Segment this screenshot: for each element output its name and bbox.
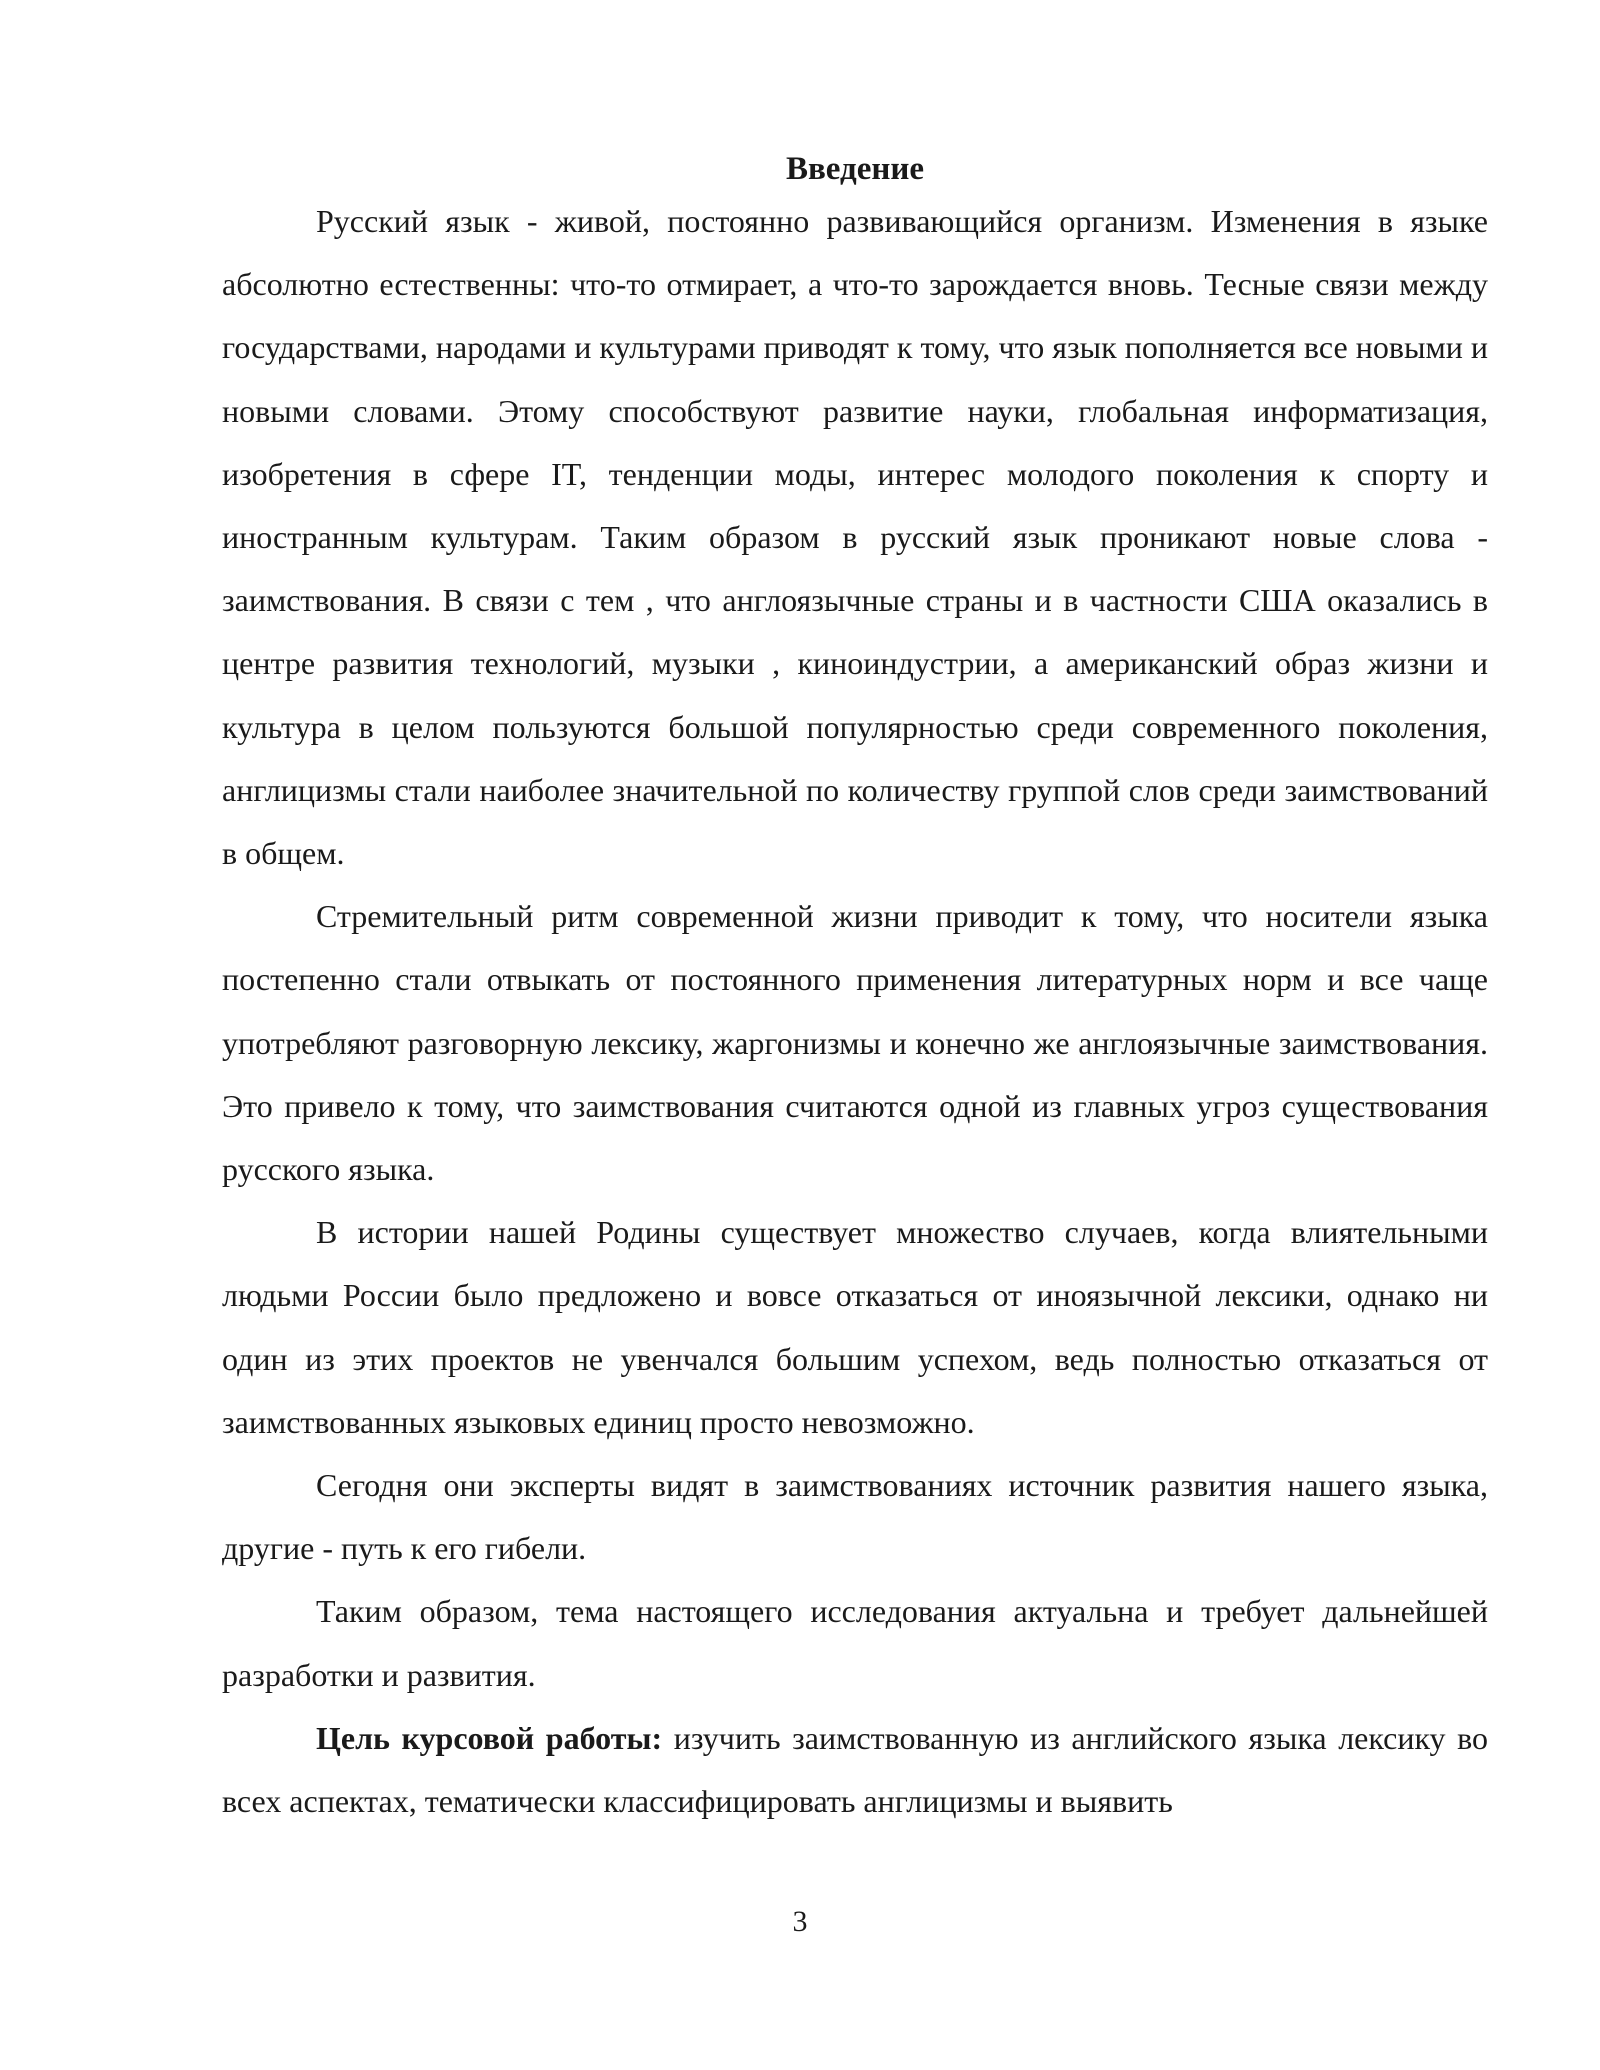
paragraph-goal (222, 1707, 1488, 1833)
page-content (222, 148, 1488, 1833)
paragraph-relevance: Таким образом, тема настоящего исследования актуальна и требует дальнейшей разработки и развития. (222, 1593, 1488, 1693)
paragraph-history: В истории нашей Родины существует множество случаев, когда влиятельными людьми России было предложено и вовсе отказаться от иноязычной лексики, однако ни один из этих проектов не увенчался большим успехом, ведь полностью отказаться от заимствованных языковых единиц просто невозможно. (222, 1214, 1488, 1440)
page-number: 3 (792, 1905, 808, 1938)
paragraph-rhythm: Стремительный ритм современной жизни приводит к тому, что носители языка постепенно стали отвыкать от постоянного применения литературных норм и все чаще употребляют разговорную лексику, жаргонизмы и конечно же англоязычные заимствования. Это привело к тому, что заимствования считаются одной из главных угроз существования русского языка. (222, 898, 1488, 1188)
goal-lead: Цель курсовой работы: (316, 1719, 663, 1756)
goal-text: изучить заимствованную из английского языка лексику во всех аспектах, тематически классифицировать англицизмы и выявить (222, 1719, 1489, 1820)
section-title: Введение (785, 151, 925, 187)
paragraph-experts: Сегодня они эксперты видят в заимствованиях источник развития нашего языка, другие - путь к его гибели. (222, 1467, 1488, 1567)
paragraph-intro: Русский язык - живой, постоянно развивающийся организм. Изменения в языке абсолютно естественны: что-то отмирает, а что-то зарождается вновь. Тесные связи между государствами, народами и культурами приводят к тому, что язык пополняется все новыми и новыми словами. Этому способствуют развитие науки, глобальная информатизация, изобретения в сфере IT, тенденции моды, интерес молодого поколения к спорту и иностранным культурам. Таким образом в русский язык проникают новые слова - заимствования. В связи с тем , что англоязычные страны и в частности США оказались в центре развития технологий, музыки , киноиндустрии, а американский образ жизни и культура в целом пользуются большой популярностью среди современного поколения, англицизмы стали наиболее значительной по количеству группой слов среди заимствований в общем. (222, 203, 1488, 872)
